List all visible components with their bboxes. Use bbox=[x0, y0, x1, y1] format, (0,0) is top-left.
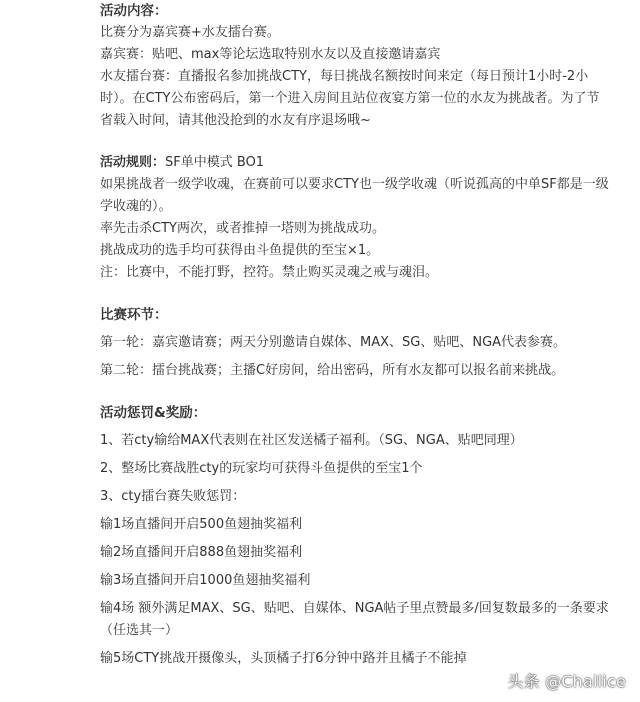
list-item: 1、若cty输给MAX代表则在社区发送橘子福利。（SG、NGA、贴吧同理） bbox=[100, 433, 523, 448]
list-item: 输1场直播间开启500鱼翅抽奖福利 bbox=[100, 517, 303, 532]
section-heading-activity-content: 活动内容： bbox=[100, 3, 168, 19]
section-heading-penalties-rewards: 活动惩罚&奖励： bbox=[100, 405, 207, 421]
section-heading-rules-row bbox=[100, 152, 635, 174]
paragraph-line: 省载入时间，请其他没抢到的水友有序退场哦~ bbox=[100, 113, 371, 128]
paragraph-line: 比赛分为嘉宾赛+水友擂台赛。 bbox=[100, 25, 280, 40]
paragraph-line: 率先击杀CTY两次，或者推掉一塔则为挑战成功。 bbox=[100, 221, 385, 236]
paragraph-line: 第二轮：擂台挑战赛；主播C好房间，给出密码，所有水友都可以报名前来挑战。 bbox=[100, 363, 565, 378]
list-item: （任选其一） bbox=[100, 623, 179, 638]
section-heading-match-stages: 比赛环节： bbox=[100, 307, 168, 323]
paragraph-line: 时）。在CTY公布密码后，第一个进入房间且站位夜宴方第一位的水友为挑战者。为了节 bbox=[100, 91, 600, 106]
rules-mode: SF单中模式 BO1 bbox=[165, 155, 265, 170]
list-item: 输2场直播间开启888鱼翅抽奖福利 bbox=[100, 545, 303, 560]
paragraph-line: 水友擂台赛：直播报名参加挑战CTY，每日挑战名额按时间来定（每日预计1小时-2小 bbox=[100, 69, 589, 84]
list-item: 3、cty擂台赛失败惩罚： bbox=[100, 489, 246, 504]
paragraph-line: 挑战成功的选手均可获得由斗鱼提供的至宝×1。 bbox=[100, 243, 380, 258]
list-item: 输5场CTY挑战开摄像头，头顶橘子打6分钟中路并且橘子不能掉 bbox=[100, 651, 467, 666]
section-heading-rules: 活动规则： bbox=[100, 155, 166, 170]
paragraph-line: 嘉宾赛：贴吧、max等论坛选取特别水友以及直接邀请嘉宾 bbox=[100, 47, 441, 62]
paragraph-line: 注：比赛中，不能打野，控符。禁止购买灵魂之戒与魂泪。 bbox=[100, 265, 439, 280]
list-item: 2、整场比赛战胜cty的玩家均可获得斗鱼提供的至宝1个 bbox=[100, 461, 423, 476]
watermark: 头条 @Challice bbox=[507, 672, 626, 691]
article-body bbox=[100, 0, 635, 670]
paragraph-line: 学收魂的）。 bbox=[100, 199, 172, 214]
list-item: 输4场 额外满足MAX、SG、贴吧、自媒体、NGA帖子里点赞最多/回复数最多的一条要求 bbox=[100, 601, 609, 616]
paragraph-line: 如果挑战者一级学收魂，在赛前可以要求CTY也一级学收魂（听说孤高的中单SF都是一级 bbox=[100, 177, 609, 192]
list-item: 输3场直播间开启1000鱼翅抽奖福利 bbox=[100, 573, 311, 588]
paragraph-line: 第一轮：嘉宾邀请赛；两天分别邀请自媒体、MAX、SG、贴吧、NGA代表参赛。 bbox=[100, 335, 567, 350]
